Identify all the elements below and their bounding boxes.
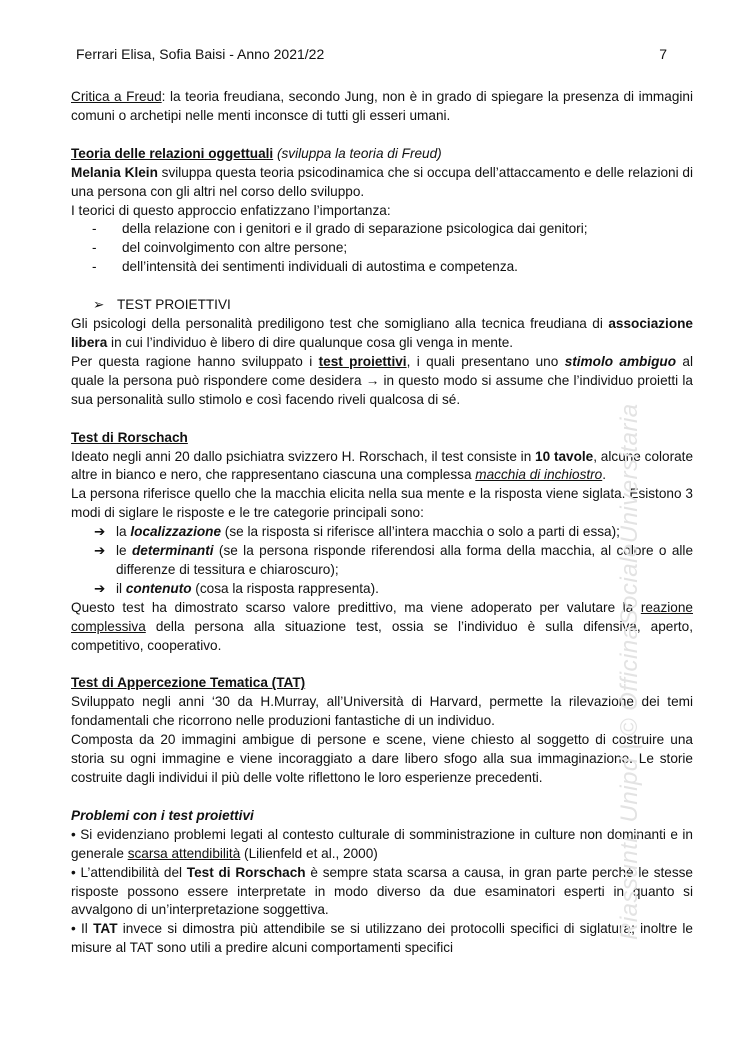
arrow-bullet-icon: ➔ [94, 543, 106, 559]
text-run: Questo test ha dimostrato scarso valore predittivo, ma viene adoperato per valutare la [71, 599, 641, 615]
text-run: Per questa ragione hanno sviluppato i [71, 353, 319, 369]
text-run: (Lilienfeld et al., 2000) [240, 845, 378, 861]
bold-italic-term: localizzazione [130, 524, 222, 540]
bold-italic-term: stimolo ambiguo [564, 353, 677, 369]
bold-italic-term: determinanti [131, 543, 214, 559]
problems-bullet-3 [71, 920, 693, 958]
problems-bullet-1 [71, 826, 693, 864]
projective-heading-text: TEST PROIETTIVI [117, 297, 231, 313]
text-run: (cosa la risposta rappresenta). [191, 580, 379, 596]
text-run: . [602, 467, 607, 483]
text-run: la [116, 524, 131, 540]
rorschach-title: Test di Rorschach [71, 429, 188, 445]
relations-subtitle: (sviluppa la teoria di Freud) [276, 145, 442, 161]
text-run: Ideato negli anni 20 dallo psichiatra svizzero H. Rorschach, il test consiste in [71, 448, 536, 464]
projective-paragraph-1 [71, 315, 693, 353]
relations-title: Teoria delle relazioni oggettuali [71, 145, 274, 161]
watermark: Riassunti, Unipd | © OfficinaSocialeUniversitaria [616, 403, 643, 940]
bold-italic-term: contenuto [125, 580, 192, 596]
text-run: della persona alla situazione test, ossia se l’individuo è sulla difensiva, aperto, competitivo, cooperativo. [71, 618, 693, 653]
tat-paragraph-1: Sviluppato negli anni ‘30 da H.Murray, all’Università di Harvard, permette la rilevazione dei temi fondamentali che ricorrono nelle produzioni fantastiche di un individuo. [71, 694, 693, 729]
underlined-term: scarsa attendibilità [127, 845, 241, 861]
relations-intro: I teorici di questo approccio enfatizzano l’importanza: [71, 202, 391, 218]
italic-term: macchia di inchiostro [475, 467, 603, 483]
text-run: (se la risposta si riferisce all’intera macchia o solo a parti di essa); [221, 524, 620, 540]
list-item [71, 523, 693, 542]
list-item [71, 580, 693, 599]
bold-term: 10 tavole [535, 448, 594, 464]
header-authors: Ferrari Elisa, Sofia Baisi - Anno 2021/22 [76, 46, 325, 62]
bold-term: associazione libera [71, 316, 693, 350]
list-item: - della relazione con i genitori e il grado di separazione psicologica dai genitori; [71, 220, 693, 239]
relations-paragraph [71, 164, 693, 202]
text-run: il [116, 580, 126, 596]
freud-title: Critica a Freud [71, 89, 162, 104]
arrowhead-bullet-icon: ➢ [93, 297, 105, 313]
text-run: (se la persona risponde riferendosi alla forma della macchia, al colore o alle differenze di tessitura e chiaroscuro); [116, 543, 694, 577]
text-run: le [116, 543, 132, 559]
arrow-bullet-icon: ➔ [94, 580, 106, 596]
list-item: - del coinvolgimento con altre persone; [71, 239, 693, 258]
rorschach-paragraph-1 [71, 448, 693, 486]
tat-paragraph-2: Composta da 20 immagini ambigue di persone e scene, viene chiesto al soggetto di costruire una storia su ogni immagine e viene incoraggiato a dare libero sfogo alla sua immaginazione. Le storie costruite dagli individui il più delle volte riflettono le loro esperienze precedenti. [71, 732, 693, 785]
relations-text1: sviluppa questa teoria psicodinamica che si occupa dell’attaccamento e delle relazioni di una persona con gli altri nel corso dello sviluppo. [71, 164, 694, 199]
freud-text: : la teoria freudiana, secondo Jung, non è in grado di spiegare la presenza di immagini comuni o archetipi nelle menti inconsce di tutti gli esseri umani. [71, 89, 693, 123]
freud-paragraph [71, 88, 693, 126]
list-item [71, 542, 693, 580]
relations-author: Melania Klein [71, 164, 158, 180]
text-run: • Si evidenziano problemi legati al contesto culturale di somministrazione in culture non dominanti e in generale [71, 826, 693, 861]
text-run: , alcune colorate altre in bianco e nero, che rappresentano ciascuna una complessa [71, 448, 694, 483]
text-run: • L’attendibilità del [71, 864, 187, 880]
text-run: • Il [71, 921, 94, 937]
text-run: Gli psicologi della personalità prediligono test che somigliano alla tecnica freudiana di [71, 316, 609, 332]
rorschach-list [71, 523, 693, 599]
page-content [71, 88, 693, 958]
underlined-term: reazione complessiva [71, 599, 693, 634]
bold-term: TAT [93, 921, 118, 937]
problems-bullet-2 [71, 864, 693, 921]
page-number: 7 [659, 46, 667, 62]
rorschach-paragraph-3 [71, 599, 693, 656]
bold-term: test proiettivi [318, 353, 407, 369]
relations-list [71, 220, 693, 277]
text-run: invece si dimostra più attendibile se si utilizzano dei protocolli specifici di siglatura; inoltre le misure al TAT sono utili a predire alcuni comportamenti specifici [71, 921, 693, 956]
problems-title: Problemi con i test proiettivi [71, 807, 254, 823]
text-run: in cui l’individuo è libero di dire qualunque cosa gli venga in mente. [107, 334, 514, 350]
text-run: è sempre stata scarsa a causa, in gran parte perché le stesse risposte possono essere interpretate in modo diverso da due esaminatori esperti in quanto si avvalgono di un’interpretazione soggettiva. [71, 864, 693, 918]
text-run: al quale la persona può rispondere come desidera → in questo modo si assume che l’individuo proietti la sua personalità sullo stimolo e così facendo riveli qualcosa di sé. [71, 353, 694, 407]
projective-paragraph-2 [71, 353, 693, 410]
bold-term: Test di Rorschach [186, 864, 306, 880]
list-item: - dell’intensità dei sentimenti individuali di autostima e competenza. [71, 258, 693, 277]
tat-title: Test di Appercezione Tematica (TAT) [71, 675, 306, 691]
arrow-bullet-icon: ➔ [94, 524, 106, 540]
relations-heading [71, 145, 693, 164]
rorschach-paragraph-2: La persona riferisce quello che la macchia elicita nella sua mente e la risposta viene siglata. Esistono 3 modi di siglare le risposte e le tre categorie principali sono: [71, 486, 693, 521]
text-run: , i quali presentano uno [406, 353, 565, 369]
page-header [76, 46, 667, 62]
projective-heading [71, 296, 693, 315]
